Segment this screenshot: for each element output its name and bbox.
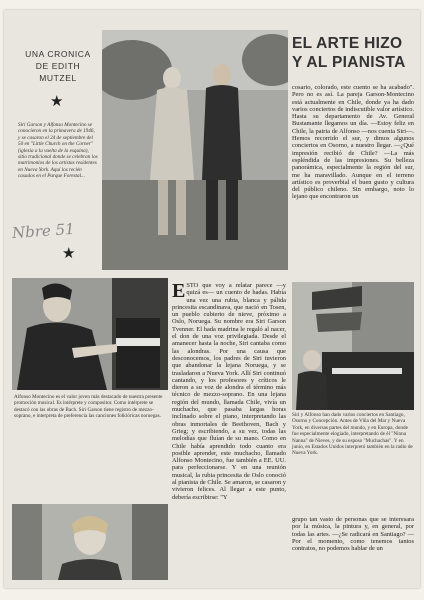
caption-concerts: Siri y Alfonso han dado varios conciertos en Santiago, Osorno y Concepción. Antes de Viña del Mar y Nueva York, en diversas partes del mundo, y en Europa, donde fue especialmente elogiado, interpretando de él "Ninna Nanna" de Nieves, y de su esposo "Muchachas". Y en junio, en Estados Unidos interpretó también en la radio de Nueva York. — [292, 412, 413, 457]
paragraph — [172, 282, 286, 501]
star-icon: ★ — [50, 94, 64, 110]
article-column-middle — [172, 282, 286, 580]
photo-siri — [12, 504, 168, 580]
paragraph: cosario, colorado, este cuento se ha acabado". Pero no es así. La pareja Garson-Montecino está actualmente en Chile, donde ya ha dado varios conciertos de indiscutible valor artístico. Hasta su departamento de Av. General Bustamante llegamos un día. —Estoy feliz en Chile, la patria de Alfonso —nos cuenta Siri—. Hemos recorrido el sur, y dimos algunos conciertos en Osorno, a nuestro llegar. —¿Qué impresión recibió de Chile? —La más espléndida de las impresiones. Su belleza panorámica, especialmente la región del sur, me ha maravillado. Aunque en el terreno artístico es proverbial el buen gusto y cultura del público chileno. Sin embargo, noto lo lejano que encontraron un — [292, 84, 414, 201]
paragraph-body: STO que voy a relatar parece —y quizá es— un cuento de hadas. Había una vez una rubia, blanca y pálida princesita escandinava, que nació en Tosen, un pueblo cubierto de nieve, próximo a Oslo, Noruega. Su nombre era Siri Garson Tvenner. El hada madrina le regaló al nacer, el don de una voz privilegiada. Desde el amanecer hasta la noche, Siri cantaba como las alondras. Por una causa que desconocemos, los padres de Siri tuvieron que abandonar la lejana Noruega, y se trasladaron a Nueva York. Allí Siri continuó cantando, y los profesores y críticos le dieron a su voz de alondra el término más técnico de mezzo-soprano. En una lejana región del mundo, llamada Chile, vivía un muchacho, que pasaba largas horas inclinado sobre el piano, interpretando las obras inmortales de Beethoven, Bach y Grieg; y escribiendo, a su vez, todas las melodías que fluían de su mano. Como en Chile había aprendido todo cuanto era posible aprender, este muchacho, llamado Alfonso Montecino, fue también a EE. UU. para perfeccionarse. Y en una reunión musical, la rubia princesita de Oslo conoció al pianista de Chile. Se amaron, se casaron y vivieron felices. Al llegar a este punto, debería escribirse: "Y — [172, 282, 286, 501]
caption-wedding: Siri Garson y Alfonso Montecino se conocieron en la primavera de 1946, y se casaron el 24 de septiembre del 50 en "Little Church on the Corner" (iglesia a la vuelta de la esquina), sitio tradicional donde se celebran los matrimonios de los artistas residentes en Nueva York. Aquí los recién casados en el Parque Forestal... — [18, 122, 98, 180]
handwritten-date: Nbre 51 — [11, 219, 76, 243]
article-headline: EL ARTE HIZO Y AL PIANISTA — [292, 35, 406, 71]
paragraph: grupo tan vasto de personas que se interesara por la música, la pintura y, en general, por todas las artes. —¿Se radicará en Santiago? —Por el momento, como tenemos tantos contratos, no podemos hablar de un — [292, 516, 414, 553]
photo-pianist — [12, 278, 168, 390]
star-icon: ★ — [62, 246, 76, 262]
article-column-right-bottom — [292, 516, 414, 580]
drop-cap: E — [172, 282, 186, 302]
article-column-right-top — [292, 84, 414, 280]
article-kicker: UNA CRONICA DE EDITH MUTZEL — [25, 49, 91, 83]
caption-alfonso: Alfonso Montecino es el valor joven más destacado de nuestra presente promoción musical. Es intérprete y compositor. Como intérprete se destacó con las obras de Bach. Siri Garson tiene registro de mezzo-soprano, e interpreta de preferencia las canciones folklóricas noruegas. — [14, 394, 163, 420]
photo-concert — [292, 282, 414, 410]
photo-couple-walking — [102, 30, 288, 270]
